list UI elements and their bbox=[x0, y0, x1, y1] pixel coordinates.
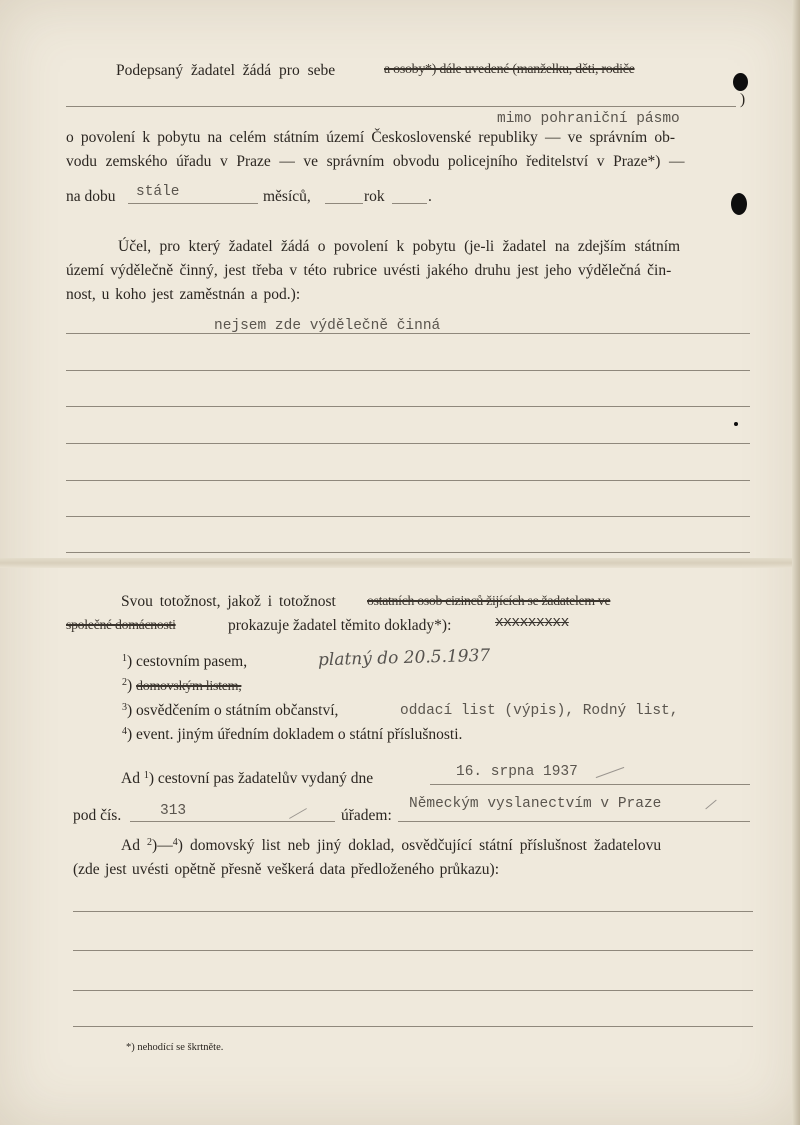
number-line bbox=[130, 821, 335, 822]
doc-1-label: cestovním pasem, bbox=[136, 653, 248, 670]
number-label: pod čís. bbox=[73, 807, 122, 824]
months-label: měsíců, bbox=[263, 188, 311, 205]
footnote: *) nehodící se škrtněte. bbox=[126, 1042, 224, 1053]
ad1-line bbox=[430, 784, 750, 785]
period: . bbox=[428, 188, 432, 205]
request-text: Podepsaný žadatel žádá pro sebe bbox=[116, 62, 336, 79]
months-line bbox=[325, 203, 363, 204]
ad2-text: Ad $^2$)—$^4$) domovský list neb jiný doklad, osvědčující státní příslušnost žadatelovu bbox=[121, 837, 662, 854]
duration-label: na dobu bbox=[66, 188, 116, 205]
permit-text-2: vodu zemského úřadu v Praze — ve správním obvodu policejního ředitelství v Praze*) — bbox=[66, 153, 685, 170]
duration-line bbox=[128, 203, 258, 204]
page-edge bbox=[792, 0, 800, 1125]
doc-2-label: domovským listem, bbox=[136, 679, 242, 694]
permit-text-1: o povolení k pobytu na celém státním území Československé republiky — ve správním ob- bbox=[66, 129, 675, 146]
overtyped-text: xxxxxxxxx bbox=[495, 615, 569, 631]
identity-text-2: prokazuje žadatel těmito doklady*): bbox=[228, 617, 452, 634]
purpose-line-2 bbox=[66, 370, 750, 371]
identity-text-1: Svou totožnost, jakož i totožnost bbox=[121, 593, 336, 610]
doc-3-value: oddací list (výpis), Rodný list, bbox=[400, 703, 679, 719]
check-mark-office bbox=[705, 800, 716, 810]
purpose-line-1 bbox=[66, 333, 750, 334]
purpose-text-2: území výdělečně činný, jest třeba v této rubrice uvésti jakého druhu jest jeho výdělečná čin- bbox=[66, 262, 672, 279]
struck-persons-text: a osoby*) dále uvedené (manželku, děti, rodiče bbox=[384, 62, 635, 77]
page-fold bbox=[0, 558, 800, 568]
office-label: úřadem: bbox=[341, 807, 392, 824]
year-label: rok bbox=[364, 188, 385, 205]
doc-4-label: event. jiným úředním dokladem o státní příslušnosti. bbox=[136, 726, 463, 743]
doc-4: $^4$) event. jiným úředním dokladem o státní příslušnosti. bbox=[122, 726, 463, 743]
passport-validity-handwritten: platný do 20.5.1937 bbox=[317, 645, 491, 671]
purpose-value: nejsem zde výdělečně činná bbox=[214, 318, 441, 334]
punch-hole-mid bbox=[731, 193, 747, 215]
duration-value: stále bbox=[136, 184, 180, 200]
border-zone-text: mimo pohraniční pásmo bbox=[497, 111, 680, 127]
doc-3: $^3$) osvědčením o státním občanství, bbox=[122, 702, 339, 719]
punch-hole-top bbox=[733, 73, 748, 91]
year-line bbox=[392, 203, 427, 204]
closing-paren: ) bbox=[740, 91, 746, 108]
struck-others-text: ostatních osob cizinců žijících se žadatelem ve bbox=[367, 593, 611, 608]
purpose-line-4 bbox=[66, 443, 750, 444]
purpose-line-6 bbox=[66, 516, 750, 517]
ad2-line-2 bbox=[73, 950, 753, 951]
ink-dot bbox=[734, 422, 738, 426]
issuing-office: Německým vyslanectvím v Praze bbox=[409, 796, 662, 812]
doc-3-label: osvědčením o státním občanství, bbox=[136, 702, 339, 719]
ad1-label: cestovní pas žadatelův vydaný dne bbox=[157, 770, 374, 787]
ad2-line-3 bbox=[73, 990, 753, 991]
purpose-line-5 bbox=[66, 480, 750, 481]
fill-line-persons bbox=[66, 106, 736, 107]
purpose-line-7 bbox=[66, 552, 750, 553]
passport-number: 313 bbox=[160, 803, 187, 819]
ad2-line-1 bbox=[73, 911, 753, 912]
ad2-label: domovský list neb jiný doklad, osvědčující státní příslušnost žadatelovu bbox=[189, 837, 662, 854]
check-mark-number bbox=[289, 808, 307, 819]
check-mark-date bbox=[596, 767, 625, 778]
doc-2: $^2$) domovským listem, bbox=[122, 677, 242, 694]
office-line bbox=[398, 821, 750, 822]
struck-household-text: společné domácnosti bbox=[66, 617, 176, 632]
ad1-text: Ad $^1$) cestovní pas žadatelův vydaný dne bbox=[121, 770, 374, 787]
purpose-text-1: Účel, pro který žadatel žádá o povolení k pobytu (je-li žadatel na zdejším státním bbox=[118, 238, 681, 255]
ad2-text-2: (zde jest uvésti opětně přesně veškerá data předloženého průkazu): bbox=[73, 861, 500, 878]
doc-1: $^1$) cestovním pasem, bbox=[122, 653, 248, 670]
ad2-line-4 bbox=[73, 1026, 753, 1027]
purpose-text-3: nost, u koho jest zaměstnán a pod.): bbox=[66, 286, 301, 303]
purpose-line-3 bbox=[66, 406, 750, 407]
passport-date: 16. srpna 1937 bbox=[456, 764, 578, 780]
